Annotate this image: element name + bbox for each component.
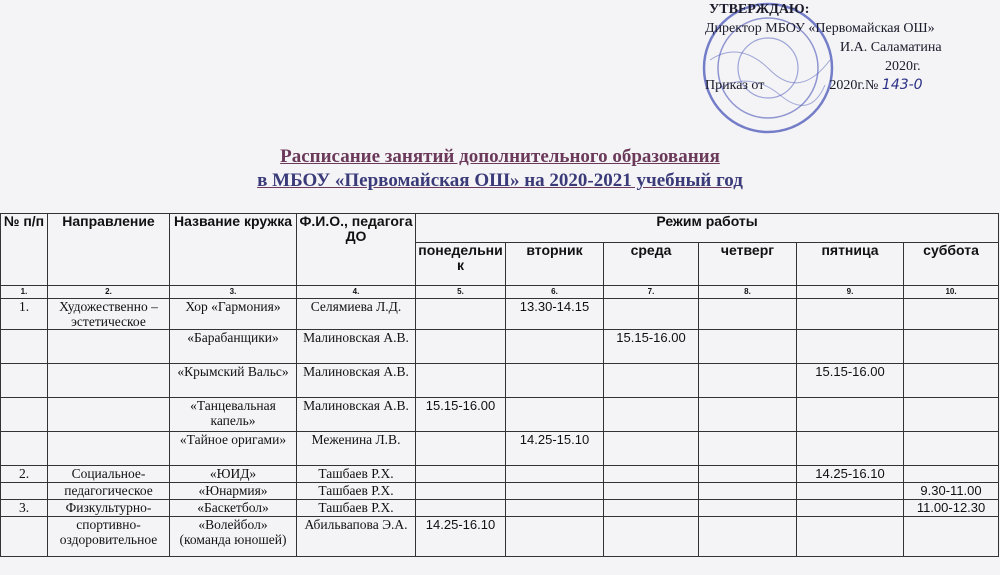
cell-direction: Физкультурно- [48,500,170,517]
approval-director: Директор МБОУ «Первомайская ОШ» [705,21,935,36]
cell-direction: Художественно –эстетическое [48,299,170,330]
approval-director-name: И.А. Саламатина [840,40,942,55]
header-club: Название кружка [170,214,297,286]
column-numbers-row [1,286,999,299]
table-row [1,299,999,330]
cell-club: «Баскетбол» [170,500,297,517]
cell-wed [604,517,699,557]
cell-tue: 14.25-15.10 [506,432,604,466]
approval-date: 2020г. [885,59,921,74]
cell-sat [904,466,999,483]
cell-club: «Волейбол» (команда юношей) [170,517,297,557]
cell-teacher: Малиновская А.В. [297,330,416,364]
col-number: 3. [170,286,297,299]
cell-num [1,517,48,557]
cell-mon: 15.15-16.00 [416,398,506,432]
cell-direction [48,398,170,432]
cell-teacher: Абильвапова Э.А. [297,517,416,557]
table-row [1,398,999,432]
cell-sat: 9.30-11.00 [904,483,999,500]
cell-thu [699,299,797,330]
table-row [1,330,999,364]
cell-num [1,483,48,500]
schedule-table [0,213,999,557]
approval-order-number: 143-0 [881,77,923,93]
cell-fri [797,299,904,330]
approval-order [705,76,1000,95]
cell-tue [506,483,604,500]
col-number: 2. [48,286,170,299]
cell-wed [604,398,699,432]
cell-teacher: Ташбаев Р.Х. [297,500,416,517]
cell-sat [904,398,999,432]
cell-direction: спортивно- оздоровительное [48,517,170,557]
col-number: 6. [506,286,604,299]
cell-fri: 15.15-16.00 [797,364,904,398]
cell-thu [699,466,797,483]
header-direction: Направление [48,214,170,286]
cell-mon: 14.25-16.10 [416,517,506,557]
title-line-2: в МБОУ «Первомайская ОШ» на 2020-2021 учебный год [257,170,743,191]
cell-club: «Юнармия» [170,483,297,500]
cell-thu [699,432,797,466]
header-friday: пятница [797,243,904,286]
cell-club: «Танцевальная капель» [170,398,297,432]
cell-teacher: Ташбаев Р.Х. [297,466,416,483]
header-tuesday: вторник [506,243,604,286]
cell-wed [604,466,699,483]
approval-heading: УТВЕРЖДАЮ: [709,2,810,17]
cell-tue [506,517,604,557]
cell-fri [797,330,904,364]
cell-thu [699,483,797,500]
cell-thu [699,330,797,364]
col-number: 9. [797,286,904,299]
table-row [1,517,999,557]
cell-fri [797,517,904,557]
table-row [1,364,999,398]
cell-club: «Барабанщики» [170,330,297,364]
cell-mon [416,483,506,500]
cell-wed [604,500,699,517]
cell-sat [904,517,999,557]
approval-block [705,0,1000,95]
table-row [1,500,999,517]
cell-num: 3. [1,500,48,517]
cell-num [1,432,48,466]
cell-sat [904,432,999,466]
cell-direction [48,432,170,466]
title-line-1: Расписание занятий дополнительного образования [280,146,720,167]
cell-direction: педагогическое [48,483,170,500]
cell-direction: Социальное- [48,466,170,483]
cell-num: 1. [1,299,48,330]
cell-mon [416,500,506,517]
table-row [1,483,999,500]
approval-order-prefix: Приказ от [705,78,765,93]
header-saturday: суббота [904,243,999,286]
cell-thu [699,398,797,432]
cell-num [1,364,48,398]
cell-fri [797,398,904,432]
cell-thu [699,364,797,398]
col-number: 4. [297,286,416,299]
header-teacher: Ф.И.О., педагога ДО [297,214,416,286]
cell-club: «ЮИД» [170,466,297,483]
cell-mon [416,466,506,483]
cell-num [1,398,48,432]
cell-tue [506,364,604,398]
cell-wed: 15.15-16.00 [604,330,699,364]
cell-club: Хор «Гармония» [170,299,297,330]
col-number: 1. [1,286,48,299]
cell-club: «Тайное оригами» [170,432,297,466]
cell-club: «Крымский Вальс» [170,364,297,398]
col-number: 7. [604,286,699,299]
cell-mon [416,299,506,330]
cell-teacher: Малиновская А.В. [297,398,416,432]
cell-tue [506,466,604,483]
cell-thu [699,500,797,517]
cell-sat [904,330,999,364]
col-number: 10. [904,286,999,299]
cell-wed [604,299,699,330]
cell-tue [506,398,604,432]
header-wednesday: среда [604,243,699,286]
cell-tue [506,500,604,517]
cell-num [1,330,48,364]
table-row [1,466,999,483]
cell-teacher: Селямиева Л.Д. [297,299,416,330]
cell-fri: 14.25-16.10 [797,466,904,483]
cell-mon [416,432,506,466]
col-number: 5. [416,286,506,299]
cell-fri [797,432,904,466]
cell-wed [604,432,699,466]
cell-thu [699,517,797,557]
header-monday: понедельник [416,243,506,286]
header-num: № п/п [1,214,48,286]
cell-tue: 13.30-14.15 [506,299,604,330]
col-number: 8. [699,286,797,299]
cell-mon [416,330,506,364]
cell-sat [904,364,999,398]
cell-direction [48,330,170,364]
header-thursday: четверг [699,243,797,286]
cell-mon [416,364,506,398]
cell-teacher: Ташбаев Р.Х. [297,483,416,500]
page-title [0,145,1000,193]
cell-teacher: Меженина Л.В. [297,432,416,466]
cell-wed [604,483,699,500]
cell-num: 2. [1,466,48,483]
approval-order-date-suffix: 2020г.№ [829,78,879,93]
table-row [1,432,999,466]
header-schedule: Режим работы [416,214,999,243]
cell-fri [797,483,904,500]
cell-fri [797,500,904,517]
cell-wed [604,364,699,398]
cell-tue [506,330,604,364]
cell-teacher: Малиновская А.В. [297,364,416,398]
cell-sat [904,299,999,330]
cell-sat: 11.00-12.30 [904,500,999,517]
cell-direction [48,364,170,398]
